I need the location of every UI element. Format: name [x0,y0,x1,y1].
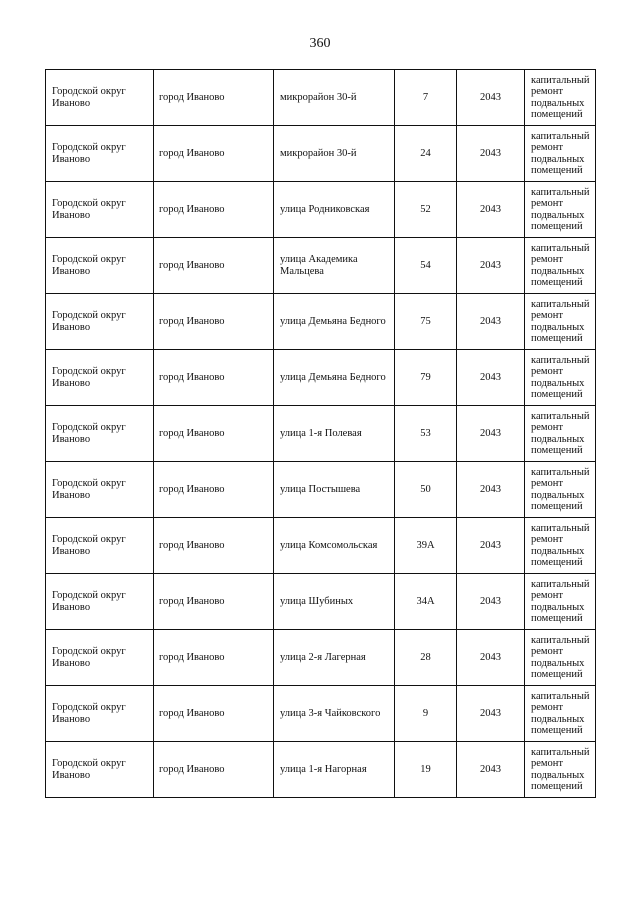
street-cell: улица Академика Мальцева [274,238,395,294]
work-type-cell: капитальный ремонт подвальных помещений [525,462,596,518]
district-cell: Городской округ Иваново [46,742,154,798]
street-cell: улица 1-я Нагорная [274,742,395,798]
work-type-cell: капитальный ремонт подвальных помещений [525,350,596,406]
house-number-cell: 28 [395,630,457,686]
street-cell: улица Постышева [274,462,395,518]
street-cell: микрорайон 30-й [274,70,395,126]
house-number-cell: 52 [395,182,457,238]
city-cell: город Иваново [154,126,274,182]
year-cell: 2043 [457,238,525,294]
house-number-cell: 19 [395,742,457,798]
district-cell: Городской округ Иваново [46,350,154,406]
district-cell: Городской округ Иваново [46,126,154,182]
city-cell: город Иваново [154,630,274,686]
year-cell: 2043 [457,574,525,630]
house-number-cell: 9 [395,686,457,742]
house-number-cell: 24 [395,126,457,182]
year-cell: 2043 [457,518,525,574]
repair-schedule-table [45,69,596,798]
table-row [46,462,596,518]
district-cell: Городской округ Иваново [46,406,154,462]
year-cell: 2043 [457,406,525,462]
district-cell: Городской округ Иваново [46,70,154,126]
district-cell: Городской округ Иваново [46,182,154,238]
work-type-cell: капитальный ремонт подвальных помещений [525,294,596,350]
district-cell: Городской округ Иваново [46,686,154,742]
year-cell: 2043 [457,182,525,238]
house-number-cell: 54 [395,238,457,294]
district-cell: Городской округ Иваново [46,574,154,630]
work-type-cell: капитальный ремонт подвальных помещений [525,742,596,798]
street-cell: улица Демьяна Бедного [274,294,395,350]
table-row [46,238,596,294]
table-row [46,574,596,630]
city-cell: город Иваново [154,406,274,462]
house-number-cell: 39А [395,518,457,574]
house-number-cell: 34А [395,574,457,630]
table-row [46,406,596,462]
table-row [46,686,596,742]
year-cell: 2043 [457,70,525,126]
city-cell: город Иваново [154,238,274,294]
house-number-cell: 53 [395,406,457,462]
year-cell: 2043 [457,126,525,182]
table-row [46,518,596,574]
table-row [46,294,596,350]
street-cell: улица 1-я Полевая [274,406,395,462]
district-cell: Городской округ Иваново [46,294,154,350]
street-cell: улица Комсомольская [274,518,395,574]
year-cell: 2043 [457,294,525,350]
work-type-cell: капитальный ремонт подвальных помещений [525,518,596,574]
city-cell: город Иваново [154,686,274,742]
table-row [46,182,596,238]
work-type-cell: капитальный ремонт подвальных помещений [525,238,596,294]
street-cell: улица Шубиных [274,574,395,630]
work-type-cell: капитальный ремонт подвальных помещений [525,406,596,462]
work-type-cell: капитальный ремонт подвальных помещений [525,182,596,238]
street-cell: улица 2-я Лагерная [274,630,395,686]
city-cell: город Иваново [154,350,274,406]
district-cell: Городской округ Иваново [46,518,154,574]
street-cell: улица Демьяна Бедного [274,350,395,406]
city-cell: город Иваново [154,182,274,238]
work-type-cell: капитальный ремонт подвальных помещений [525,70,596,126]
year-cell: 2043 [457,350,525,406]
house-number-cell: 50 [395,462,457,518]
table-row [46,70,596,126]
table-row [46,126,596,182]
city-cell: город Иваново [154,574,274,630]
year-cell: 2043 [457,462,525,518]
work-type-cell: капитальный ремонт подвальных помещений [525,630,596,686]
city-cell: город Иваново [154,294,274,350]
house-number-cell: 79 [395,350,457,406]
house-number-cell: 7 [395,70,457,126]
city-cell: город Иваново [154,462,274,518]
district-cell: Городской округ Иваново [46,238,154,294]
work-type-cell: капитальный ремонт подвальных помещений [525,126,596,182]
city-cell: город Иваново [154,742,274,798]
street-cell: улица Родниковская [274,182,395,238]
district-cell: Городской округ Иваново [46,630,154,686]
street-cell: микрорайон 30-й [274,126,395,182]
work-type-cell: капитальный ремонт подвальных помещений [525,574,596,630]
page-number: 360 [309,36,331,51]
year-cell: 2043 [457,630,525,686]
year-cell: 2043 [457,742,525,798]
city-cell: город Иваново [154,518,274,574]
district-cell: Городской округ Иваново [46,462,154,518]
work-type-cell: капитальный ремонт подвальных помещений [525,686,596,742]
year-cell: 2043 [457,686,525,742]
table-row [46,350,596,406]
table-row [46,742,596,798]
house-number-cell: 75 [395,294,457,350]
street-cell: улица 3-я Чайковского [274,686,395,742]
table-row [46,630,596,686]
city-cell: город Иваново [154,70,274,126]
